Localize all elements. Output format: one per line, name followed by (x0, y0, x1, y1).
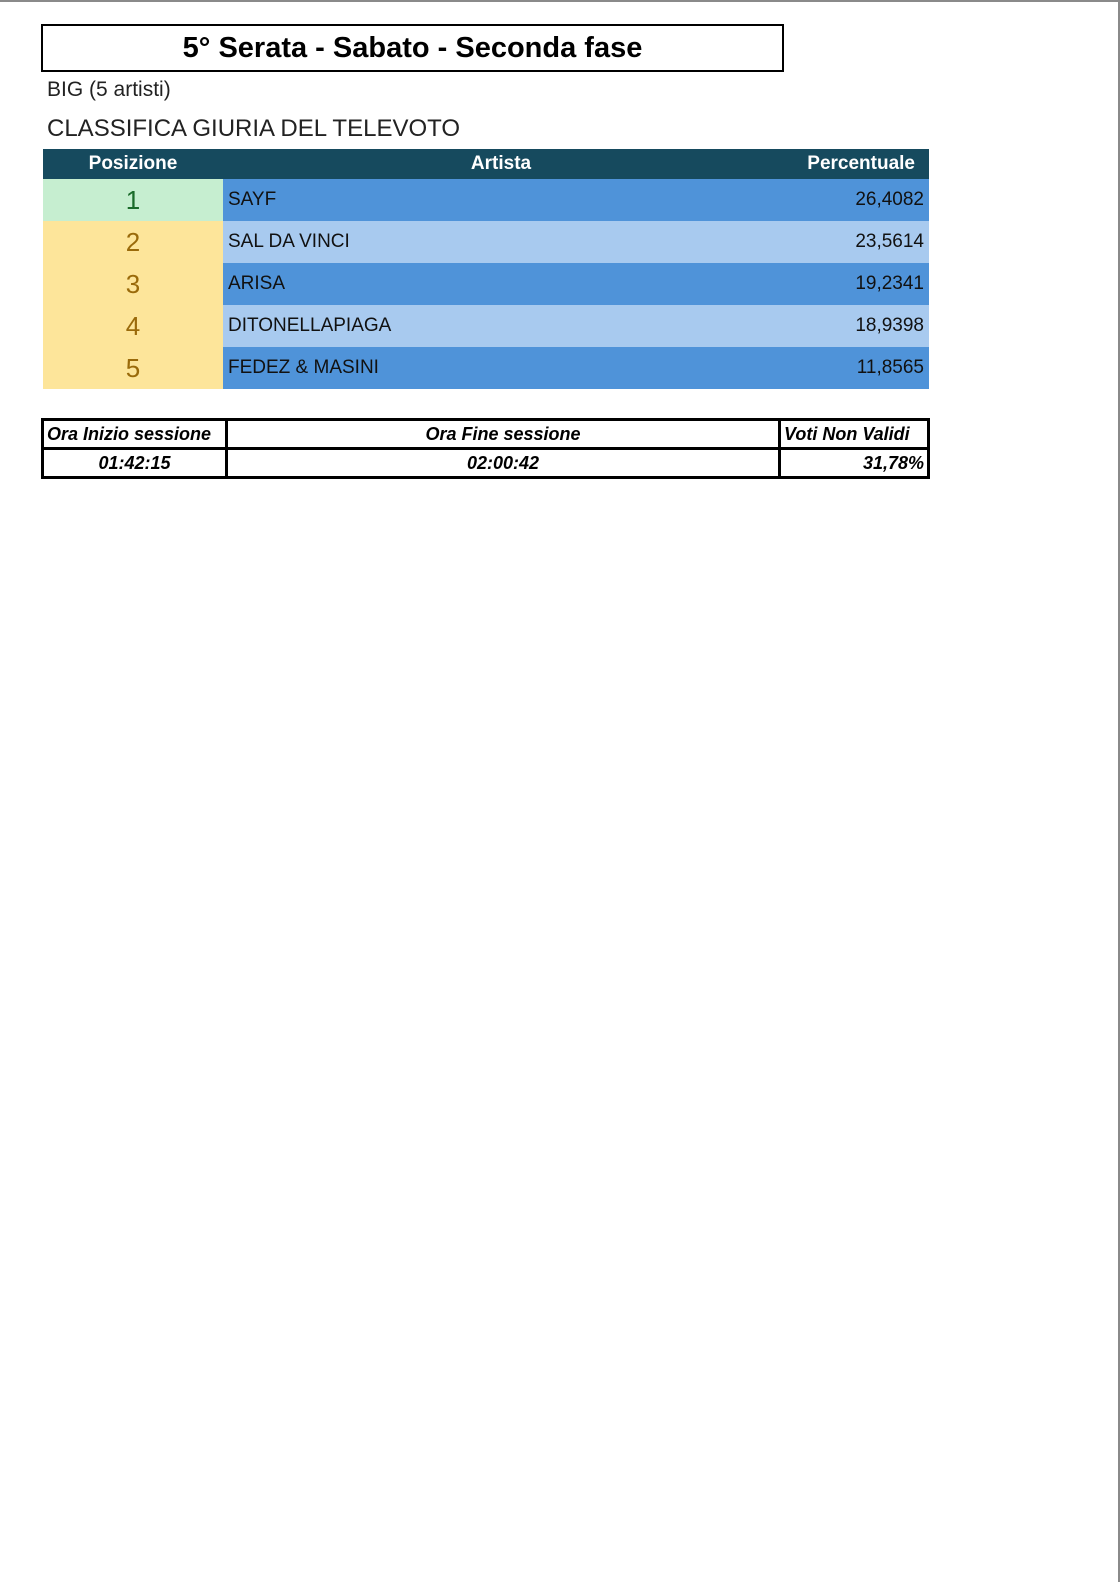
percentage-cell: 11,8565 (779, 347, 929, 389)
percentage-cell: 26,4082 (779, 179, 929, 221)
position-cell: 5 (43, 347, 223, 389)
table-row (43, 221, 929, 263)
header-percentage: Percentuale (779, 149, 929, 179)
position-cell: 2 (43, 221, 223, 263)
session-header-row (43, 420, 929, 449)
page-title: 5° Serata - Sabato - Seconda fase (41, 24, 784, 72)
table-row (43, 263, 929, 305)
table-row (43, 179, 929, 221)
session-start-value: 01:42:15 (43, 449, 227, 478)
artist-cell: SAYF (223, 179, 779, 221)
position-cell: 4 (43, 305, 223, 347)
session-end-label: Ora Fine sessione (227, 420, 780, 449)
table-row (43, 305, 929, 347)
invalid-votes-label: Voti Non Validi (780, 420, 929, 449)
position-cell: 3 (43, 263, 223, 305)
section-heading: CLASSIFICA GIURIA DEL TELEVOTO (47, 115, 461, 142)
session-start-label: Ora Inizio sessione (43, 420, 227, 449)
session-table (41, 418, 930, 479)
percentage-cell: 19,2341 (779, 263, 929, 305)
percentage-cell: 18,9398 (779, 305, 929, 347)
artist-cell: FEDEZ & MASINI (223, 347, 779, 389)
session-value-row (43, 449, 929, 478)
ranking-table (43, 149, 929, 389)
artist-cell: SAL DA VINCI (223, 221, 779, 263)
header-artist: Artista (223, 149, 779, 179)
category-subtitle: BIG (5 artisti) (47, 78, 171, 101)
percentage-cell: 23,5614 (779, 221, 929, 263)
table-row (43, 347, 929, 389)
artist-cell: DITONELLAPIAGA (223, 305, 779, 347)
position-cell: 1 (43, 179, 223, 221)
session-end-value: 02:00:42 (227, 449, 780, 478)
header-position: Posizione (43, 149, 223, 179)
invalid-votes-value: 31,78% (780, 449, 929, 478)
ranking-header-row (43, 149, 929, 179)
artist-cell: ARISA (223, 263, 779, 305)
